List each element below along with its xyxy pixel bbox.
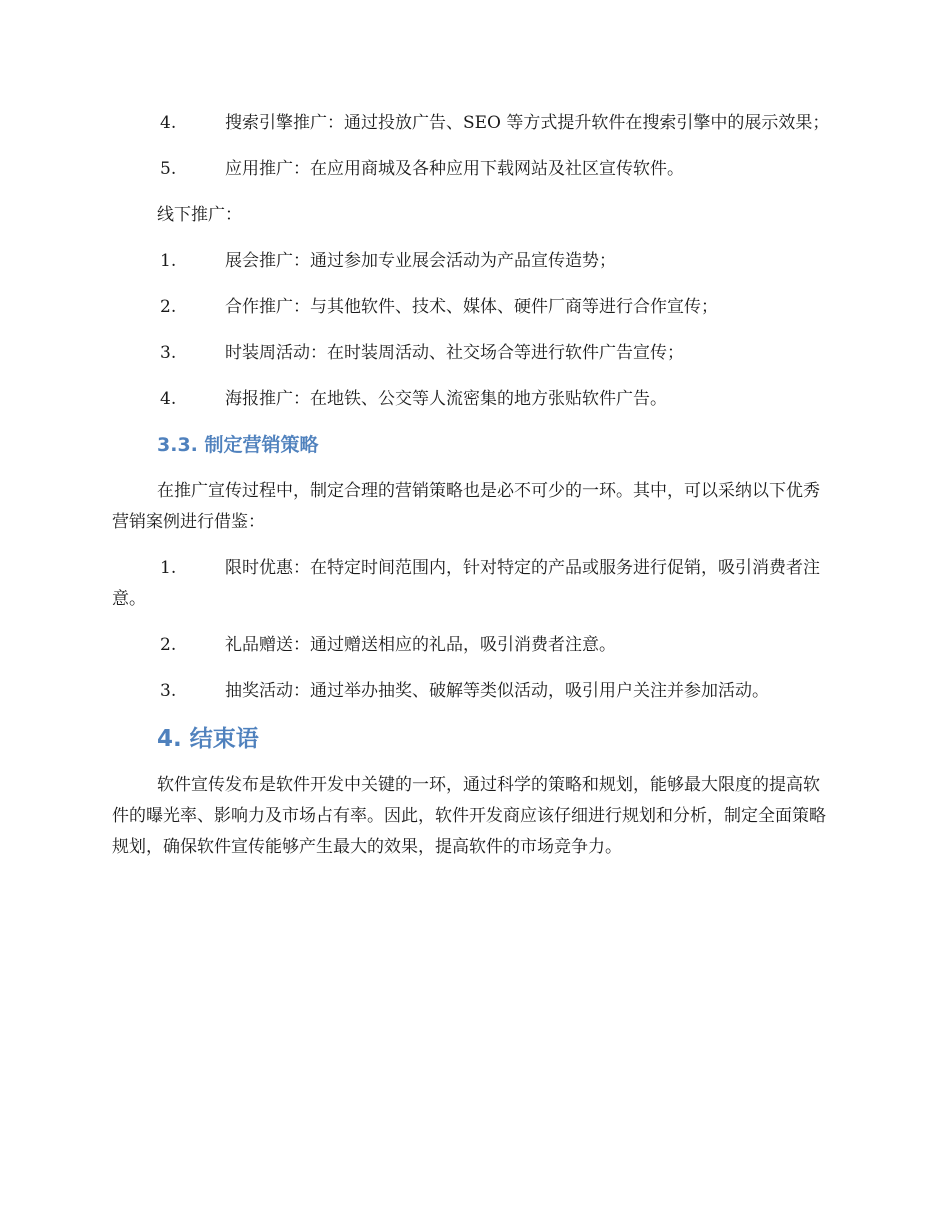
list-number: 5. [160,159,177,179]
list-item-limited-offer [112,553,830,615]
document-page [112,108,830,878]
list-item-lottery [112,676,830,707]
list-number: 2. [160,297,177,317]
list-number: 2. [160,635,177,655]
list-number: 3. [160,681,177,701]
section-heading-3-3: 3.3. 制定营销策略 [157,434,319,456]
section-4-body: 软件宣传发布是软件开发中关键的一环，通过科学的策略和规划，能够最大限度的提高软件的曝光率、影响力及市场占有率。因此，软件开发商应该仔细进行规划和分析，制定全面策略规划，确保软件宣传能够产生最大的效果，提高软件的市场竞争力。 [112,775,826,857]
list-item-poster [112,384,830,415]
list-number: 1. [160,558,177,578]
offline-label: 线下推广： [157,205,242,225]
list-text: 时装周活动：在时装周活动、社交场合等进行软件广告宣传； [225,343,684,363]
list-number: 3. [160,343,177,363]
list-item-gift [112,630,830,661]
list-number: 4. [160,389,177,409]
list-item-fashion-week [112,338,830,369]
section-3-3-intro: 在推广宣传过程中，制定合理的营销策略也是必不可少的一环。其中，可以采纳以下优秀营销案例进行借鉴： [112,481,820,532]
list-item-app-promotion [112,154,830,185]
list-text: 应用推广：在应用商城及各种应用下载网站及社区宣传软件。 [225,159,684,179]
list-text: 海报推广：在地铁、公交等人流密集的地方张贴软件广告。 [225,389,667,409]
list-text: 限时优惠：在特定时间范围内，针对特定的产品或服务进行促销，吸引消费者注意。 [112,558,820,609]
list-item-exhibition [112,246,830,277]
list-text: 合作推广：与其他软件、技术、媒体、硬件厂商等进行合作宣传； [225,297,718,317]
section-heading-4: 4. 结束语 [157,726,259,752]
list-text: 搜索引擎推广：通过投放广告、SEO 等方式提升软件在搜索引擎中的展示效果； [225,113,830,133]
list-text: 展会推广：通过参加专业展会活动为产品宣传造势； [225,251,616,271]
list-number: 4. [160,113,177,133]
list-text: 礼品赠送：通过赠送相应的礼品，吸引消费者注意。 [225,635,616,655]
list-text: 抽奖活动：通过举办抽奖、破解等类似活动，吸引用户关注并参加活动。 [225,681,769,701]
list-item-search-engine [112,108,830,139]
list-item-cooperation [112,292,830,323]
list-number: 1. [160,251,177,271]
